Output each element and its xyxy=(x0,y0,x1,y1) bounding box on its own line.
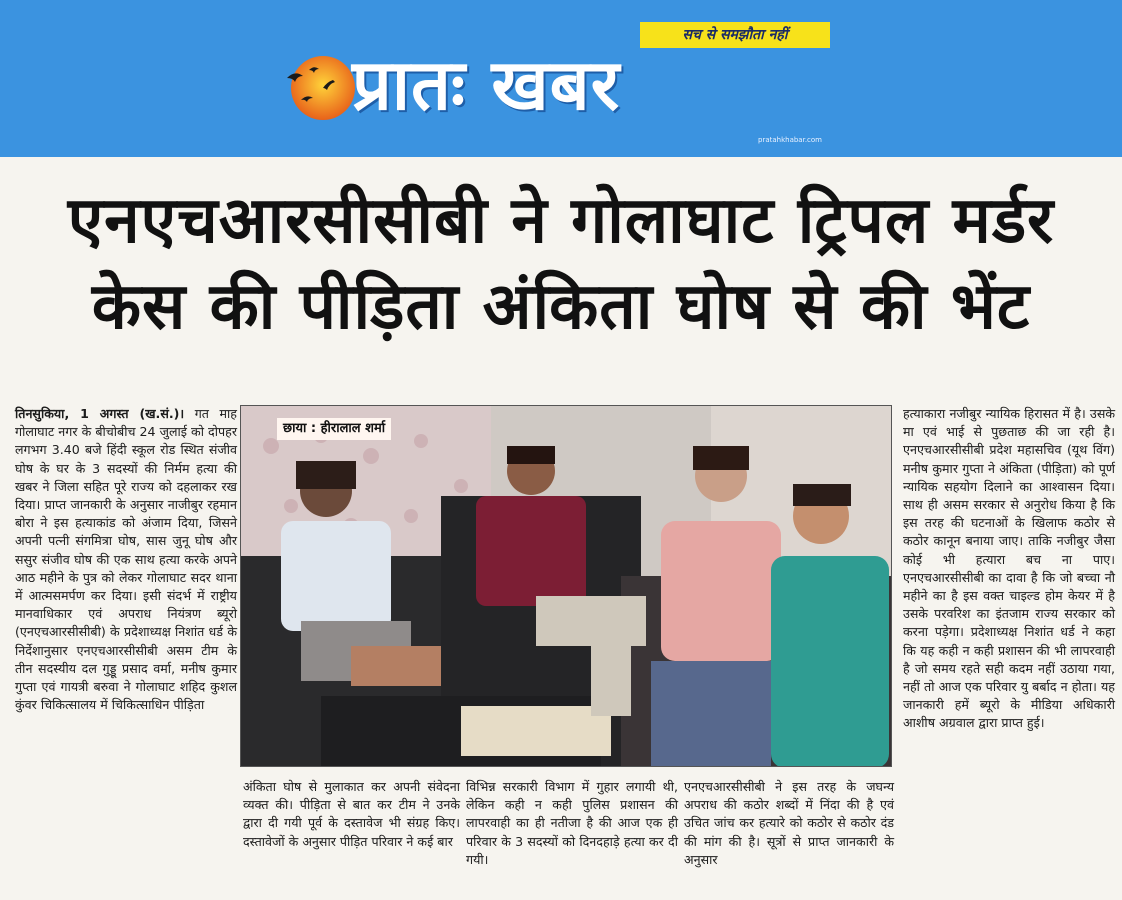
article-column-3: विभिन्न सरकारी विभाग में गुहार लगायी थी, लेकिन कही न कही पुलिस प्रशासन की लापरवाही का ही नतीजा है की आज एक ही परिवार के 3 सदस्यों को दिनदहाड़े हत्या कर दी गयी। xyxy=(466,779,678,867)
headline xyxy=(0,178,1122,350)
masthead-tagline: सच से समझौता नहीं xyxy=(640,22,830,48)
sun-logo-icon xyxy=(283,48,359,124)
headline-line-2: केस की पीड़िता अंकिता घोष से की भेंट xyxy=(91,270,1031,344)
masthead-paper-name: प्रातः खबर xyxy=(352,44,621,126)
masthead xyxy=(0,0,1122,157)
article-column-2: अंकिता घोष से मुलाकात कर अपनी संवेदना व्यक्त की। पीड़िता से बात कर टीम ने उनके द्वारा दी गयी पूर्व के दस्तावेज भी संग्रह किए। दस्तावेजों के अनुसार पीड़ित परिवार ने कई बार xyxy=(243,779,460,849)
article-dateline: तिनसुकिया, 1 अगस्त (ख.सं.)। xyxy=(15,406,185,421)
article-column-1-text: गत माह गोलाघाट नगर के बीचोबीच 24 जुलाई को दोपहर लगभग 3.40 बजे हिंदी स्कूल रोड स्थित संजीव घोष के घर के 3 सदस्यों की निर्मम हत्या की खबर ने जिला सहित पूरे राज्य को दहलाकर रख दिया। प्राप्त जानकारी के अनुसार नाजीबुर रहमान बोरा ने इस हत्याकांड को अंजाम दिया, जिसने अपनी पत्नी संगमित्रा घोष, सास जुनू घोष और ससुर संजीव घोष की एक साथ हत्या करके अपने आठ महीने के पुत्र को लेकर गोलाघाट सदर थाना में आत्मसमर्पण कर दिया। इसी संदर्भ में राष्ट्रीय मानवाधिकार एवं अपराध नियंत्रण ब्यूरो (एनएचआरसीसीबी) के प्रदेशाध्यक्ष निशांत धर्ड के निर्देशानुसार एनएचआरसीसीबी असम टीम के तीन सदस्यीय दल गुड्डू प्रसाद वर्मा, मनीष कुमार गुप्ता एवं गायत्री बरुवा ने गोलाघाट शहिद कुशल कुंवर चिकित्सालय में चिकित्साधिन पीड़िता xyxy=(15,406,237,713)
news-photo xyxy=(240,405,892,767)
photo-caption: छाया : हीरालाल शर्मा xyxy=(277,418,391,440)
article-column-4: एनएचआरसीसीबी ने इस तरह के जघन्य अपराध की कठोर शब्दों में निंदा की है एवं उचित जांच कर हत्यारे को कठोर से कठोर दंड की मांग की है। सूत्रों से प्राप्त जानकारी के अनुसार xyxy=(684,779,894,867)
masthead-site: pratahkhabar.com xyxy=(758,136,823,144)
article-column-5: हत्याकारा नजीबुर न्यायिक हिरासत में है। उसके मा एवं भाई से पुछताछ की जा रही है। एनएचआरसीसीबी प्रदेश महासचिव (यूथ विंग) मनीष कुमार गुप्ता ने अंकिता (पीड़िता) को पूर्ण न्यायिक सहयोग दिलाने का आश्वासन दिया। साथ ही असम सरकार से अनुरोध किया है कि इस तरह की घटनाओं के खिलाफ कठोर से कठोर कानून बनाया जाए। ताकि नजीबुर जैसा कोई भी हत्यारा बच ना पाए। एनएचआरसीसीबी का दावा है कि जो बच्चा नौ महीने का है इस वक्त चाइल्ड होम केयर में है उसके परवरिश का इंतजाम राज्य सरकार को करना पड़ेगा। प्रदेशाध्यक्ष निशांत धर्ड ने कहा कि यह कही न कही प्रशासन की भी लापरवाही है जो समय रहते सही कदम नहीं उठाया गया, नहीं तो आज एक परिवार यु बर्बाद न होता। यह जानकारी हमें ब्यूरो के मीडिया अधिकारी आशीष अग्रवाल द्वारा प्राप्त हुई। xyxy=(903,406,1115,731)
photo-illustration xyxy=(241,406,892,767)
article-column-1 xyxy=(15,405,237,714)
headline-line-1: एनएचआरसीसीबी ने गोलाघाट ट्रिपल मर्डर xyxy=(67,184,1055,258)
